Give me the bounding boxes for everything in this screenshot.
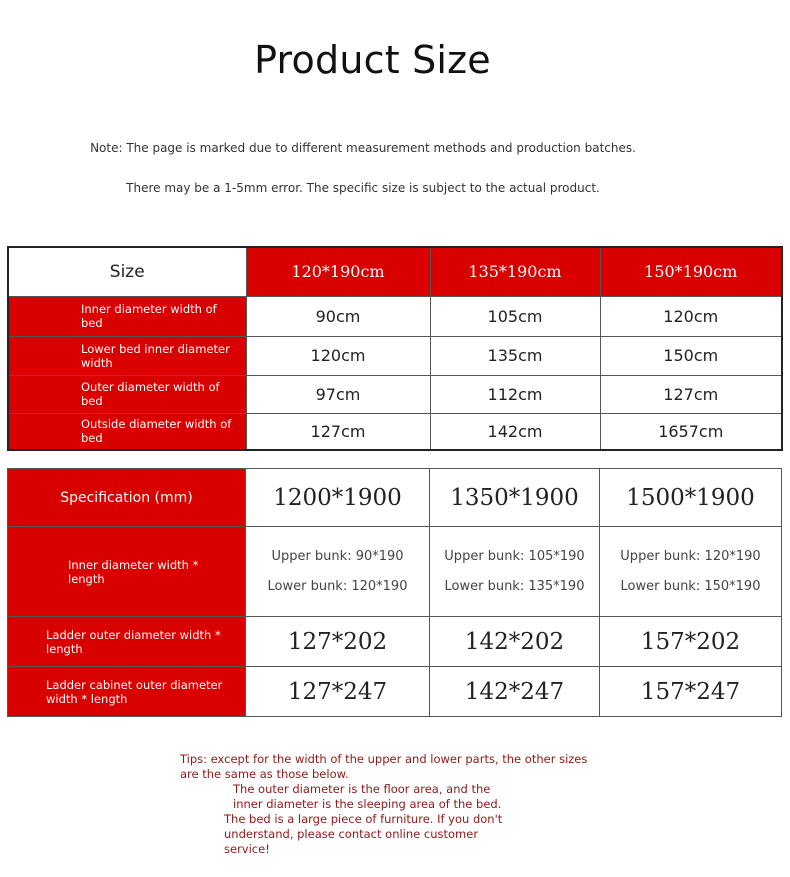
note-line-2: There may be a 1-5mm error. The specific size is subject to the actual product. — [126, 181, 600, 195]
table-row — [8, 667, 782, 717]
table-cell: 112cm — [430, 375, 600, 413]
size-table — [7, 246, 783, 451]
row-label: Outer diameter width of bed — [8, 375, 246, 413]
size-table-header — [8, 247, 782, 296]
specification-table-header — [8, 469, 782, 527]
table-row — [8, 413, 782, 450]
tip-text: Tips: except for the width of the upper and lower parts, the other sizes are the same as those below. — [180, 752, 588, 781]
table-row — [8, 617, 782, 667]
table-cell: 1657cm — [600, 413, 782, 450]
table-cell: 105cm — [430, 296, 600, 336]
lower-bunk-value: Lower bunk: 135*190 — [444, 578, 585, 594]
table-cell: 157*202 — [600, 617, 782, 667]
table-cell: 127*247 — [246, 667, 430, 717]
specification-column-header: 1200*1900 — [246, 469, 430, 527]
row-label: Ladder cabinet outer diameter width * length — [8, 667, 246, 717]
specification-column-header: 1500*1900 — [600, 469, 782, 527]
size-header-cell: Size — [8, 247, 246, 296]
size-column-header: 150*190cm — [600, 247, 782, 296]
row-label: Lower bed inner diameter width — [8, 336, 246, 375]
row-label: Ladder outer diameter width * length — [8, 617, 246, 667]
specification-column-header: 1350*1900 — [430, 469, 600, 527]
table-cell: 120cm — [600, 296, 782, 336]
row-label: Inner diameter width * length — [8, 527, 246, 617]
specification-header-cell: Specification (mm) — [8, 469, 246, 527]
table-row — [8, 375, 782, 413]
upper-bunk-value: Upper bunk: 90*190 — [271, 548, 404, 564]
table-cell: 97cm — [246, 375, 430, 413]
row-label: Inner diameter width of bed — [8, 296, 246, 336]
upper-bunk-value: Upper bunk: 120*190 — [620, 548, 761, 564]
table-cell: 120cm — [246, 336, 430, 375]
page-title: Product Size — [254, 38, 491, 82]
tip-text: The outer diameter is the floor area, and the inner diameter is the sleeping area of the bed. — [233, 782, 502, 811]
table-cell — [430, 527, 600, 617]
row-label: Outside diameter width of bed — [8, 413, 246, 450]
tip-text: The bed is a large piece of furniture. If you don't understand, please contact online customer service! — [224, 812, 503, 856]
table-cell: 127*202 — [246, 617, 430, 667]
table-cell: 157*247 — [600, 667, 782, 717]
table-cell: 127cm — [600, 375, 782, 413]
table-cell: 127cm — [246, 413, 430, 450]
specification-table — [7, 468, 782, 717]
upper-bunk-value: Upper bunk: 105*190 — [444, 548, 585, 564]
table-cell: 150cm — [600, 336, 782, 375]
table-cell: 142cm — [430, 413, 600, 450]
table-row — [8, 296, 782, 336]
table-cell: 142*202 — [430, 617, 600, 667]
table-cell: 90cm — [246, 296, 430, 336]
size-column-header: 120*190cm — [246, 247, 430, 296]
lower-bunk-value: Lower bunk: 150*190 — [620, 578, 761, 594]
table-row — [8, 527, 782, 617]
table-cell — [600, 527, 782, 617]
lower-bunk-value: Lower bunk: 120*190 — [267, 578, 408, 594]
size-column-header: 135*190cm — [430, 247, 600, 296]
note-line-1: Note: The page is marked due to different measurement methods and production batches. — [90, 141, 636, 155]
table-row — [8, 336, 782, 375]
table-cell: 142*247 — [430, 667, 600, 717]
table-cell: 135cm — [430, 336, 600, 375]
table-cell — [246, 527, 430, 617]
